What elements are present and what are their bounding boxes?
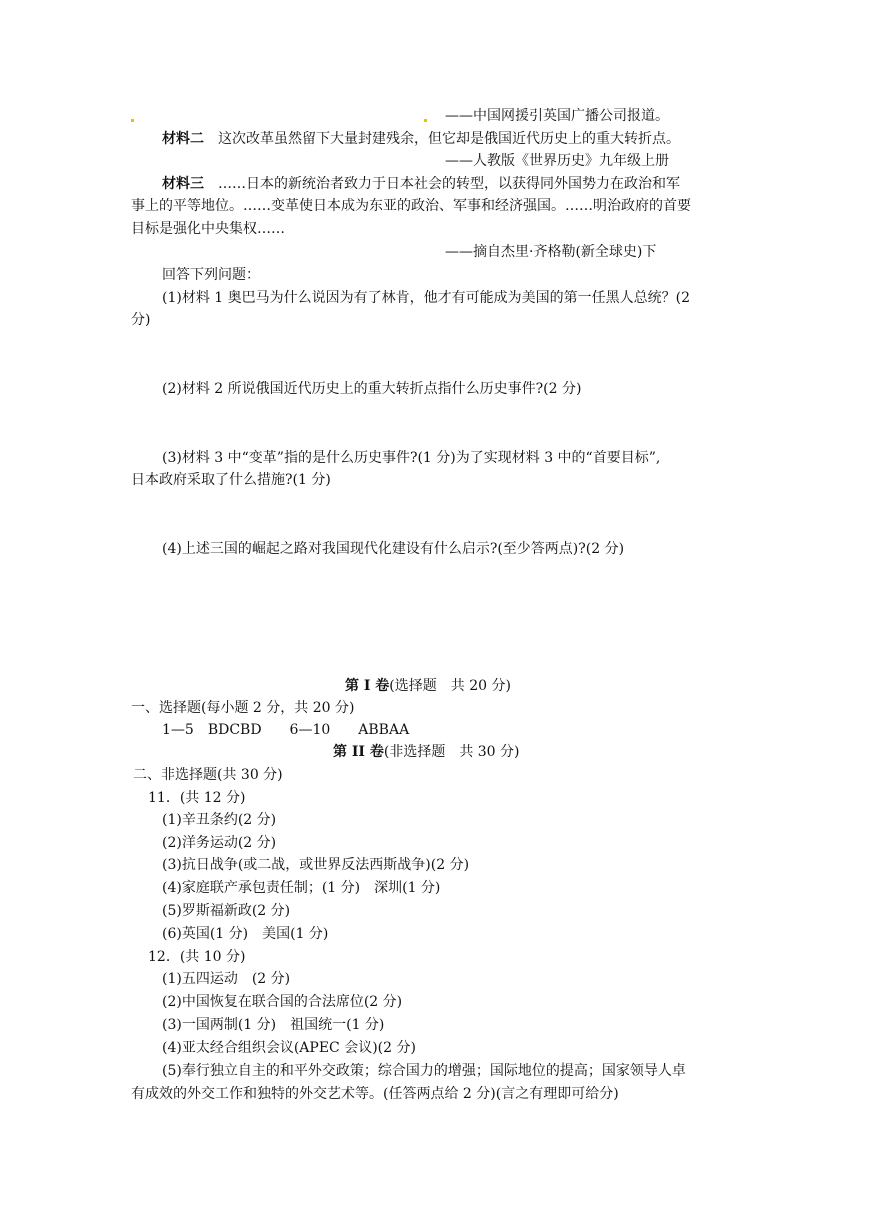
answer-item: (2)洋务运动(2 分) [162, 835, 277, 851]
question-4: (4)上述三国的崛起之路对我国现代化建设有什么启示?(至少答两点)?(2 分) [162, 541, 625, 557]
question-11-title: 11．(共 12 分) [148, 790, 246, 806]
material-2 [162, 129, 680, 149]
volume-1-subtitle: (选择题 共 20 分) [389, 678, 511, 694]
answer-item: (6)英国(1 分) 美国(1 分) [162, 926, 329, 942]
material-3-text-1: ……日本的新统治者致力于日本社会的转型，以获得同外国势力在政治和军 [218, 176, 680, 192]
volume-1-heading [345, 676, 511, 696]
volume-2-title: 第 II 卷 [333, 744, 384, 760]
volume-1-title: 第 I 卷 [345, 678, 390, 694]
answer-item: (2)中国恢复在联合国的合法席位(2 分) [162, 994, 403, 1010]
material-2-label: 材料二 [162, 131, 204, 147]
answer-item: (3)抗日战争(或二战，或世界反法西斯战争)(2 分) [162, 857, 470, 873]
material-3-text-3: 目标是强化中央集权…… [131, 221, 285, 237]
question-2: (2)材料 2 所说俄国近代历史上的重大转折点指什么历史事件?(2 分) [162, 381, 582, 397]
question-3-line-2: 日本政府采取了什么措施?(1 分) [131, 472, 331, 488]
section-1-answers: 1—5 BDCBD 6—10 ABBAA [162, 722, 410, 738]
questions-prompt: 回答下列问题： [162, 267, 260, 283]
volume-2-heading [333, 742, 520, 762]
answer-item: (5)奉行独立自主的和平外交政策；综合国力的增强；国际地位的提高；国家领导人卓 [162, 1063, 686, 1079]
mark-dot-icon [424, 119, 427, 122]
material-3-text-2: 事上的平等地位。……变革使日本成为东亚的政治、军事和经济强国。……明治政府的首要 [131, 198, 691, 214]
volume-2-subtitle: (非选择题 共 30 分) [383, 744, 520, 760]
question-12-title: 12．(共 10 分) [148, 949, 246, 965]
source-1: ——中国网援引英国广播公司报道。 [445, 108, 669, 124]
question-3-line-1: (3)材料 3 中“变革”指的是什么历史事件?(1 分)为了实现材料 3 中的“首要目标”, [162, 450, 661, 466]
answer-item: (1)辛丑条约(2 分) [162, 812, 277, 828]
section-2-title: 二、非选择题(共 30 分) [133, 767, 283, 783]
source-2: ——人教版《世界历史》九年级上册 [445, 153, 669, 169]
material-3 [162, 174, 680, 194]
answer-item: (4)亚太经合组织会议(APEC 会议)(2 分) [162, 1040, 416, 1056]
answer-item: (5)罗斯福新政(2 分) [162, 903, 291, 919]
answer-item: (4)家庭联产承包责任制；(1 分) 深圳(1 分) [162, 880, 441, 896]
answer-item: 有成效的外交工作和独特的外交艺术等。(任答两点给 2 分)(言之有理即可给分) [131, 1086, 619, 1102]
source-3: ——摘自杰里·齐格勒(新全球史)下 [445, 244, 657, 260]
mark-dot-icon [131, 119, 134, 122]
answer-item: (1)五四运动 (2 分) [162, 971, 291, 987]
answer-item: (3)一国两制(1 分) 祖国统一(1 分) [162, 1017, 385, 1033]
question-1-line-1: (1)材料 1 奥巴马为什么说因为有了林肯，他才有可能成为美国的第一任黑人总统？(2 [162, 290, 691, 306]
section-1-title: 一、选择题(每小题 2 分，共 20 分) [131, 700, 355, 716]
question-1-line-2: 分) [131, 312, 151, 328]
material-3-label: 材料三 [162, 176, 204, 192]
material-2-text: 这次改革虽然留下大量封建残余，但它却是俄国近代历史上的重大转折点。 [218, 131, 680, 147]
